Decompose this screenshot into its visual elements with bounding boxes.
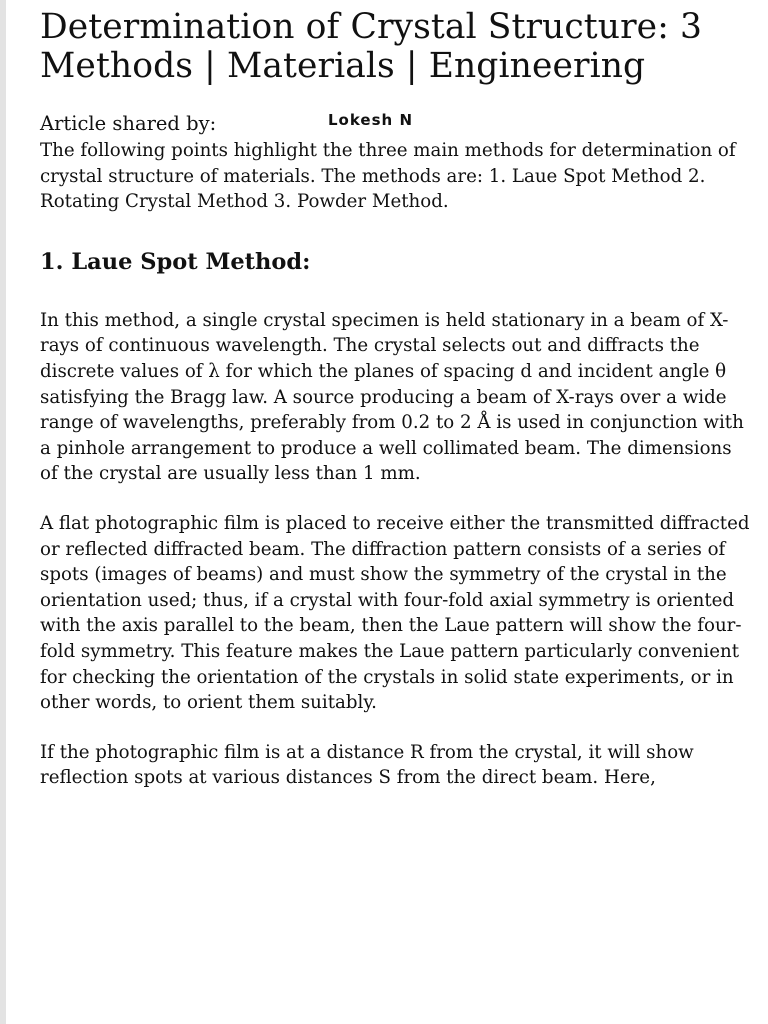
body-paragraph: If the photographic film is at a distance R from the crystal, it will show reflection spots at various distances S from the direct beam. Here, <box>40 741 694 789</box>
byline-label: Article shared by: <box>40 112 217 135</box>
article-title: Determination of Crystal Structure: 3 Methods | Materials | Engineering <box>40 7 703 86</box>
byline <box>40 111 752 137</box>
body-paragraph: In this method, a single crystal specimen is held stationary in a beam of X-rays of continuous wavelength. The crystal selects out and diffracts the discrete values of λ for which the planes of spacing d and incident angle θ satisfying the Bragg law. A source producing a beam of X-rays over a wide range of wavelengths, preferably from 0.2 to 2 Å is used in conjunction with a pinhole arrangement to produce a well collimated beam. The dimensions of the crystal are usually less than 1 mm. <box>40 309 744 485</box>
section-heading: 1. Laue Spot Method: <box>40 248 311 275</box>
article <box>40 0 752 791</box>
author-name[interactable]: Lokesh N <box>328 111 413 129</box>
left-margin-rule <box>0 0 6 1024</box>
body-paragraph: A flat photographic film is placed to receive either the transmitted diffracted or reflected diffracted beam. The diffraction pattern consists of a series of spots (images of beams) and must show the symmetry of the crystal in the orientation used; thus, if a crystal with four-fold axial symmetry is oriented with the axis parallel to the beam, then the Laue pattern will show the four-fold symmetry. This feature makes the Laue pattern particularly convenient for checking the orientation of the crystals in solid state experiments, or in other words, to orient them suitably. <box>40 512 750 714</box>
intro-paragraph: The following points highlight the three main methods for determination of crystal structure of materials. The methods are: 1. Laue Spot Method 2. Rotating Crystal Method 3. Powder Method. <box>40 140 736 213</box>
